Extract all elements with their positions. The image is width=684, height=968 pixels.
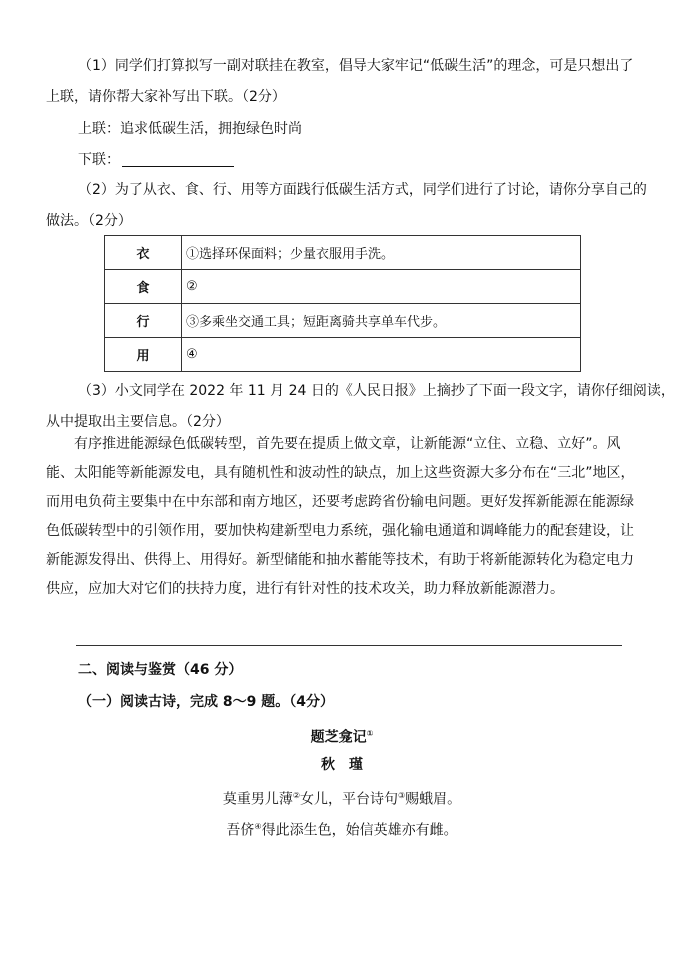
section-title: 二、阅读与鉴赏（46 分） [78, 662, 243, 678]
news-passage [46, 430, 638, 604]
q1-lower-couplet [78, 150, 678, 170]
passage-line: 能、太阳能等新能源发电，具有随机性和波动性的缺点，加上这些资源大多分布在“三北”地区， [46, 465, 635, 481]
passage-line: 新能源发得出、供得上、用得好。新型储能和抽水蓄能等技术，有助于将新能源转化为稳定电力 [46, 552, 634, 568]
passage-line: 供应，应加大对它们的扶持力度，进行有针对性的技术攻关，助力释放新能源潜力。 [46, 581, 564, 597]
poem-line-2: 吾侪④得此添生色，始信英雄亦有雌。 [226, 822, 458, 839]
table-row [105, 338, 581, 372]
q3-line2: 从中提取出主要信息。（2分） [46, 414, 230, 430]
q2-line1: （2）为了从衣、食、行、用等方面践行低碳生活方式，同学们进行了讨论，请你分享自己的 [78, 182, 647, 198]
poem-title: 题芝龛记① [310, 729, 374, 746]
passage-line: 色低碳转型中的引领作用，要加快构建新型电力系统，强化输电通道和调峰能力的配套建设，让 [46, 523, 634, 539]
poem-line-1: 莫重男儿薄②女儿，平台诗句③赐蛾眉。 [222, 791, 462, 808]
row-value[interactable]: ② [182, 270, 581, 304]
poem-author: 秋 瑾 [321, 757, 363, 773]
q1-line1: （1）同学们打算拟写一副对联挂在教室，倡导大家牢记“低碳生活”的理念，可是只想出了 [78, 58, 634, 74]
lower-label: 下联： [78, 152, 120, 168]
row-value: ③多乘坐交通工具；短距离骑共享单车代步。 [182, 304, 581, 338]
row-key: 用 [105, 338, 182, 372]
q3-line1: （3）小文同学在 2022 年 11 月 24 日的《人民日报》上摘抄了下面一段文字，请你仔细阅读， [78, 383, 675, 399]
q1-upper-couplet: 上联：追求低碳生活，拥抱绿色时尚 [78, 121, 302, 137]
section-subtitle: （一）阅读古诗，完成 8～9 题。（4分） [78, 694, 334, 710]
table-row [105, 236, 581, 270]
q2-line2: 做法。（2分） [46, 213, 132, 229]
passage-line: 而用电负荷主要集中在中东部和南方地区，还要考虑跨省份输电问题。更好发挥新能源在能源绿 [46, 494, 634, 510]
lifestyle-table [104, 235, 581, 372]
table-row [105, 270, 581, 304]
footnote-mark: ① [366, 729, 374, 738]
passage-line: 有序推进能源绿色低碳转型，首先要在提质上做文章，让新能源“立住、立稳、立好”。风 [46, 436, 621, 452]
table-row [105, 304, 581, 338]
row-key: 衣 [105, 236, 182, 270]
divider [76, 645, 622, 646]
row-key: 食 [105, 270, 182, 304]
row-key: 行 [105, 304, 182, 338]
answer-blank[interactable] [122, 152, 234, 167]
row-value: ①选择环保面料；少量衣服用手洗。 [182, 236, 581, 270]
row-value[interactable]: ④ [182, 338, 581, 372]
q1-line2: 上联，请你帮大家补写出下联。（2分） [46, 89, 286, 105]
